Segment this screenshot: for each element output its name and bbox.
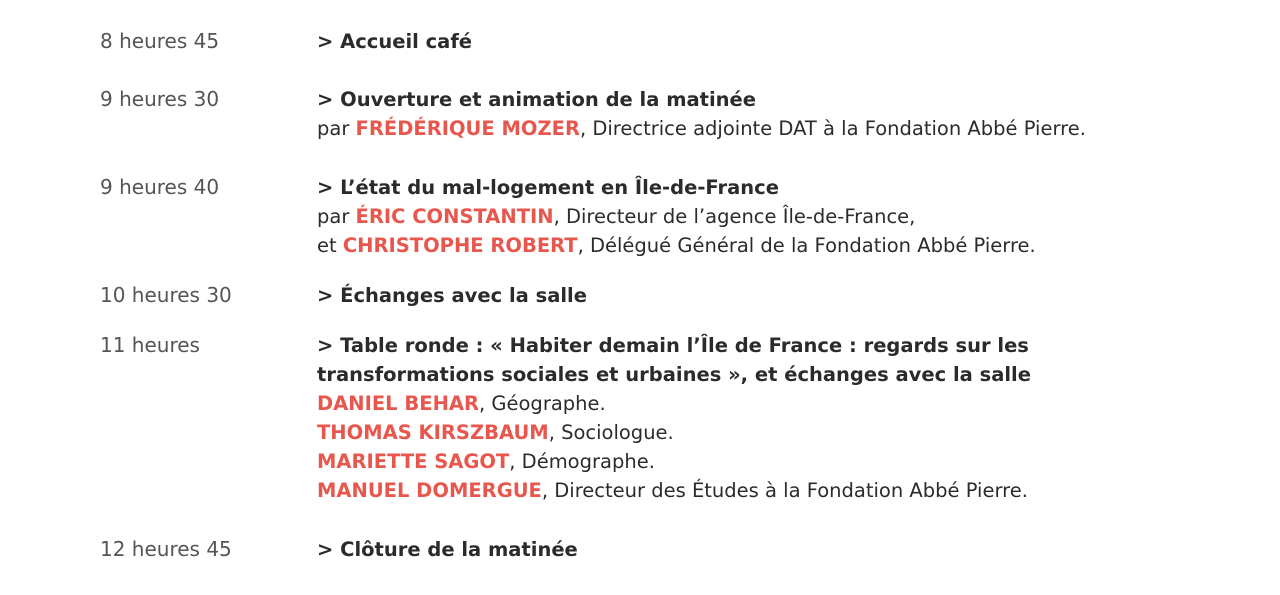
speaker-name: CHRISTOPHE ROBERT [342, 234, 578, 257]
program-content [317, 173, 1177, 260]
speaker-role: , Délégué Général de la Fondation Abbé Pierre. [577, 234, 1036, 257]
program-title: > Ouverture et animation de la matinée [317, 88, 757, 111]
speaker-role: , Directeur de l’agence Île-de-France, [553, 205, 916, 228]
speaker-prefix: et [317, 234, 343, 257]
program-time: 8 heures 45 [100, 29, 220, 53]
speaker-role: , Sociologue. [548, 421, 674, 444]
program-title: > Accueil café [317, 30, 473, 53]
program-content [317, 535, 1177, 564]
program-title: > Table ronde : « Habiter demain l’Île de France : regards sur les transformations sociales et urbaines », et échanges avec la salle [317, 334, 1031, 386]
speaker-name: MANUEL DOMERGUE [317, 479, 542, 502]
speaker-line [317, 447, 1177, 476]
speaker-line [317, 202, 1177, 231]
speaker-line [317, 114, 1177, 143]
speaker-name: DANIEL BEHAR [317, 392, 479, 415]
program-time: 10 heures 30 [100, 283, 232, 307]
program-content [317, 281, 1177, 310]
speaker-name: MARIETTE SAGOT [317, 450, 510, 473]
speaker-prefix: par [317, 117, 356, 140]
speaker-role: , Démographe. [509, 450, 655, 473]
program-time: 11 heures [100, 333, 200, 357]
program-title: > Échanges avec la salle [317, 284, 587, 307]
speaker-line [317, 231, 1177, 260]
program-content [317, 331, 1177, 505]
speaker-role: , Directrice adjointe DAT à la Fondation Abbé Pierre. [579, 117, 1086, 140]
speaker-role: , Géographe. [479, 392, 606, 415]
program-time: 9 heures 30 [100, 87, 220, 111]
program-title: > L’état du mal-logement en Île-de-France [317, 176, 779, 199]
program-time: 12 heures 45 [100, 537, 232, 561]
speaker-role: , Directeur des Études à la Fondation Abbé Pierre. [541, 479, 1028, 502]
speaker-line [317, 476, 1177, 505]
speaker-line [317, 389, 1177, 418]
program-time: 9 heures 40 [100, 175, 220, 199]
program-content [317, 85, 1177, 143]
program-content [317, 27, 1177, 56]
speaker-name: THOMAS KIRSZBAUM [317, 421, 549, 444]
speaker-prefix: par [317, 205, 356, 228]
speaker-line [317, 418, 1177, 447]
program-title: > Clôture de la matinée [317, 538, 578, 561]
speaker-name: ÉRIC CONSTANTIN [355, 205, 554, 228]
speaker-name: FRÉDÉRIQUE MOZER [355, 117, 580, 140]
